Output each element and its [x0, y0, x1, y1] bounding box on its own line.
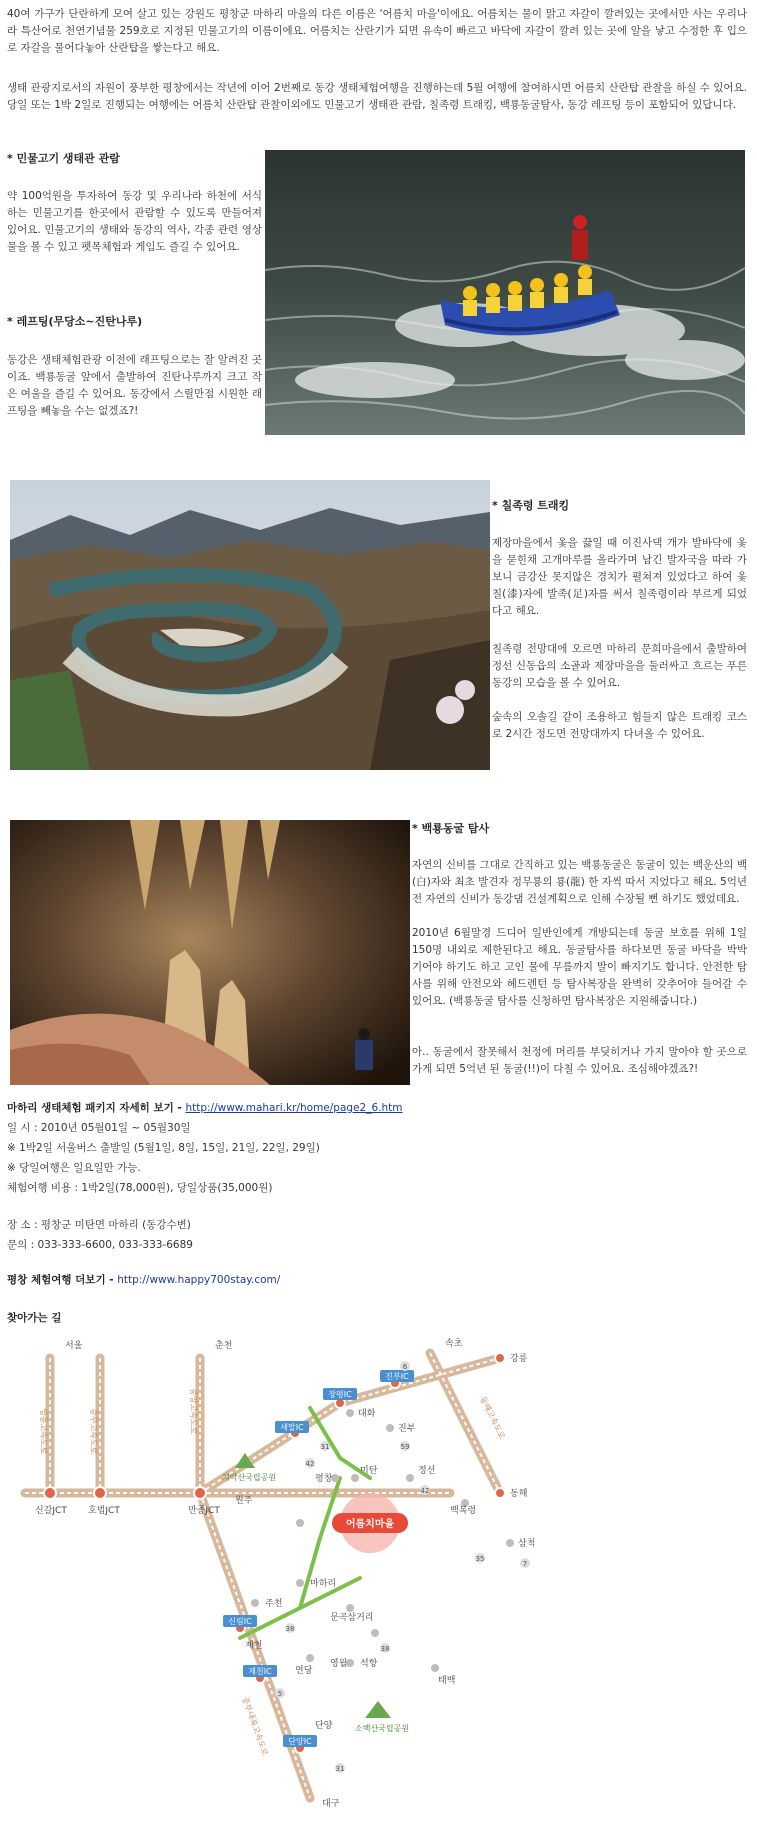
map-destination: 어름치마을: [345, 1519, 395, 1530]
section-body-fish: 약 100억원을 투자하여 동강 및 우리나라 하천에 서식하는 민물고기를 한곳에서 관람할 수 있도록 만들어져 있어요. 민물고기의 생태와 동강의 역사, 각종 관련 영상물을 볼 수 있고 펫목체험과 게임도 즐길 수 있어요.: [7, 190, 262, 253]
map-p-baekbokryeong: 백복령: [450, 1506, 477, 1516]
map-road-jungang: 중앙고속도로: [189, 1388, 198, 1435]
map-jct-hobeop: 호법JCT: [88, 1506, 120, 1516]
map-jct-mannong: 만종JCT: [188, 1506, 220, 1516]
map-route-11: 31: [335, 1765, 345, 1773]
map-p-samcheok: 삼척: [518, 1539, 536, 1549]
map-ic-sinrim: 신림IC: [228, 1617, 252, 1626]
map-route-1: 6: [402, 1363, 408, 1371]
package-heading: [7, 1100, 747, 1117]
package-link[interactable]: http://www.mahari.kr/home/page2_6.htm: [185, 1102, 403, 1114]
intro-paragraph-1: 40여 가구가 단란하게 모여 살고 있는 강원도 평창군 마하리 마을의 다른 이름은 '어름치 마을'이에요. 어름치는 물이 맑고 자갈이 깔려있는 곳에서만 사는 우리나라 특산어로 천연기념물 259호로 지정된 민물고기의 이름이에요. 어름치는 산란기가 되면 유속이 빠르고 바닥에 자갈이 깔려 있는 곳에 알을 낳고 수정한 후 입으로 자갈을 물어다놓아 산란탑을 쌓는다고 해요.: [7, 8, 747, 54]
map-p-donghae: 동해: [510, 1489, 528, 1499]
section-title-rafting: * 레프팅(무당소~진탄나루): [7, 315, 143, 328]
map-p-pyeongchang: 평창: [315, 1474, 333, 1484]
intro-paragraph-2: 생태 관광지로서의 자원이 풍부한 평창에서는 작년에 이어 2번째로 동강 생태체험여행을 진행하는데 5월 여행에 참여하시면 어름치 산란탑 관찰을 하실 수 있어요. 당일 또는 1박 2일로 진행되는 여행에는 어름치 산란탑 관찰이외에도 민물고기 생태관 관람, 칠족령 트래킹, 백룡동굴탐사, 동강 레프팅 등이 포함되어 있답니다.: [7, 82, 747, 111]
package-cost: 체험여행 비용 : 1박2일(78,000원), 당일상품(35,000원): [7, 1182, 273, 1194]
map-p-yeongwol: 영월: [330, 1659, 348, 1669]
map-route-2: 59: [400, 1443, 410, 1451]
map-p-jinbu: 진부: [398, 1424, 416, 1434]
rafting-photo: [265, 150, 745, 435]
map-p-wonju: 원주: [235, 1496, 253, 1506]
section-title-trekking: * 칠족령 트래킹: [492, 499, 570, 512]
section-body-cave-1: 자연의 신비를 그대로 간직하고 있는 백룡동굴은 동굴이 있는 백운산의 백(白)자와 최초 발견자 정무룡의 룡(龍) 한 자씩 따서 지었다고 해요. 5억년 전 자연의 신비가 동강댐 건설계획으로 인해 수장될 뻔 하기도 했었데요.: [412, 859, 747, 905]
section-title-cave: * 백룡동굴 탐사: [412, 822, 490, 835]
map-p-yeondang: 연당: [295, 1666, 313, 1676]
map-p-jeongseon: 정선: [418, 1466, 436, 1476]
map-road-donghae: 동해고속도로: [478, 1394, 507, 1441]
map-p-munhui: 문곡삼거리: [330, 1613, 374, 1623]
map-route-6: 38: [285, 1625, 295, 1633]
map-daegu: 대구: [322, 1799, 340, 1809]
map-gangneung: 강릉: [510, 1354, 528, 1364]
map-park-chiak: 치악산국립공원: [222, 1473, 277, 1482]
more-link[interactable]: http://www.happy700stay.com/: [117, 1274, 281, 1286]
map-ic-jangpyeong: 장평IC: [328, 1390, 352, 1399]
package-date: 일 시 : 2010년 05월01일 ~ 05월30일: [7, 1122, 191, 1134]
section-body-trekking-3: 숲속의 오솔길 같이 조용하고 힘들지 않은 트래킹 코스로 2시간 정도면 전망대까지 다녀올 수 있어요.: [492, 711, 747, 740]
map-p-danyang: 단양: [315, 1721, 333, 1731]
map-route-3: 31: [320, 1443, 330, 1451]
map-road-jungbu: 중부고속도로: [89, 1408, 98, 1455]
map-route-4: 42: [305, 1460, 315, 1468]
package-day-trip: ※ 당일여행은 일요일만 가능.: [7, 1162, 141, 1174]
map-p-jucheon: 주천: [265, 1599, 283, 1609]
map-sokcho: 속초: [445, 1339, 463, 1349]
map-route-10: 7: [522, 1560, 528, 1568]
map-road-jungbunaeryuk: 중부내륙고속도로: [240, 1695, 270, 1757]
map-ic-danyang: 단양IC: [288, 1737, 312, 1746]
more-heading: [7, 1272, 747, 1289]
map-p-taebaek: 태백: [438, 1676, 456, 1686]
map-route-5: 42: [420, 1487, 430, 1495]
map-p-mahari: 마하리: [310, 1579, 337, 1589]
package-bus-dates: ※ 1박2일 서울버스 출발일 (5월1일, 8일, 15일, 21일, 22일, 29일): [7, 1142, 320, 1154]
map-p-mitan: 미탄: [360, 1466, 378, 1476]
directions-title: 찾아가는 길: [7, 1312, 62, 1324]
more-label: 평창 체험여행 더보기 -: [7, 1274, 118, 1286]
map-park-sobaek: 소백산국립공원: [355, 1724, 410, 1733]
cave-photo: [10, 820, 410, 1085]
section-title-fish: * 민물고기 생태관 관람: [7, 152, 120, 165]
map-route-9: 35: [475, 1555, 485, 1563]
map-ic-saemal: 새말IC: [280, 1423, 304, 1432]
map-ic-jecheon: 제천IC: [248, 1667, 272, 1676]
map-jct-singal: 신갈JCT: [35, 1506, 67, 1516]
map-seoul: 서울: [65, 1341, 83, 1351]
map-p-daehwa: 대화: [358, 1409, 376, 1419]
map-route-8: 38: [380, 1645, 390, 1653]
package-label: 마하리 생태체험 패키지 자세히 보기 -: [7, 1102, 186, 1114]
map-p-seokhang: 석항: [360, 1659, 378, 1669]
map-route-7: 5: [277, 1690, 283, 1698]
map-chuncheon: 춘천: [215, 1341, 233, 1351]
valley-photo: [10, 480, 490, 770]
section-body-trekking-2: 칠족령 전망대에 오르면 마하리 문희마을에서 출발하여 정선 신동읍의 소골과 제장마을을 둘러싸고 흐르는 푸른 동강의 모습을 볼 수 있어요.: [492, 643, 747, 689]
section-body-cave-2: 2010년 6월말경 드디어 일반인에게 개방되는데 동굴 보호를 위해 1일 150명 내외로 제한된다고 해요. 동굴탐사를 하다보면 동굴 바닥을 박박 기어야 하기도 하고 고인 물에 무릎까지 발이 빠지기도 합니다. 안전한 탐사를 위해 안전모와 헤드렌턴 등 탐사복장을 완벽히 갖추어야 들어갈 수 있어요. (백룡동굴 탐사를 신청하면 탐사복장은 지원해줍니다.): [412, 927, 747, 1007]
package-place: 장 소 : 평창군 미탄면 마하리 (동강수변): [7, 1219, 191, 1231]
package-contact: 문의 : 033-333-6600, 033-333-6689: [7, 1239, 193, 1251]
map-p-jecheon: 제천: [245, 1641, 263, 1651]
section-body-trekking-1: 제장마을에서 옻을 끓일 때 이진사댁 개가 발바닥에 옻을 묻힌채 고개마루를 올라가며 남긴 발자국을 따라 가보니 금강산 못지않은 경치가 펼쳐져 있었다고 하여 옻칠(漆)자에 발족(足)자를 써서 칠족령이라 부르게 되었다고 해요.: [492, 537, 747, 617]
section-body-cave-3: 아.. 동굴에서 잘못해서 천정에 머리를 부딪히거나 가지 말아야 할 곳으로 가게 되면 5억년 된 동굴(!!)이 다칠 수 있어요. 조심해야겠죠?!: [412, 1046, 747, 1075]
section-body-rafting: 동강은 생태체험관광 이전에 래프팅으로는 잘 알려진 곳이죠. 백룡동굴 앞에서 출발하여 진탄나루까지 크고 작은 여울을 즐길 수 있어요. 동강에서 스릴만점 시원한 래프팅을 빼놓을 수는 없겠죠?!: [7, 354, 262, 417]
directions-map: [10, 1328, 747, 1818]
map-ic-jinbu: 진부IC: [385, 1372, 409, 1381]
map-road-yeongdong: 영동고속도로: [39, 1408, 48, 1455]
